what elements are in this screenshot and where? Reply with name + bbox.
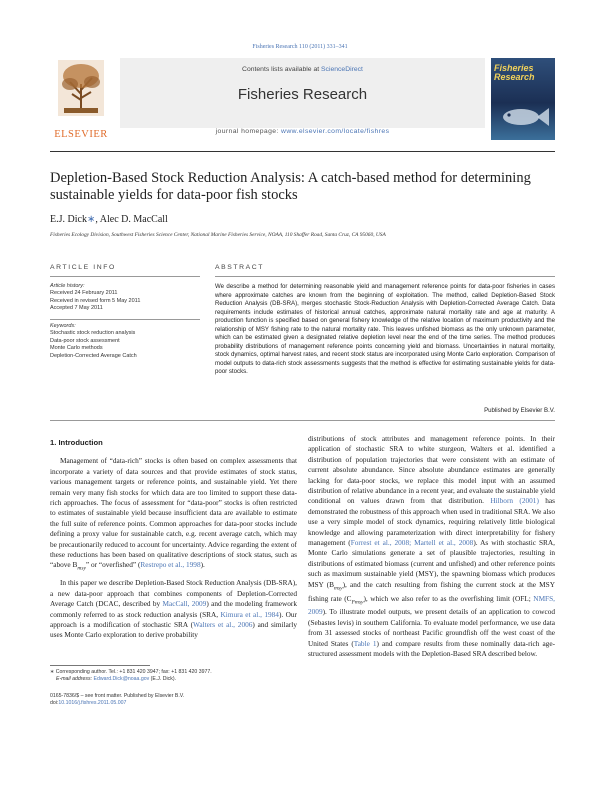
reference-link[interactable]: Table 1 xyxy=(353,638,377,648)
article-info-rule xyxy=(50,276,200,277)
paragraph-text: ). xyxy=(200,560,205,570)
cover-title: Fisheries Research xyxy=(494,63,535,82)
subscript: msy xyxy=(77,565,86,572)
author-separator: , xyxy=(95,214,100,225)
footnotes xyxy=(50,669,297,683)
homepage-link[interactable]: www.elsevier.com/locate/fishres xyxy=(281,128,390,135)
email-tail: (E.J. Dick). xyxy=(149,676,177,683)
paragraph-text: ), which we also refer to as the overfishing limit (OFL; xyxy=(363,593,534,603)
issn-line: 0165-7836/$ – see front matter. Published by Elsevier B.V. xyxy=(50,693,185,699)
journal-cover-image[interactable] xyxy=(491,58,555,140)
sciencedirect-link[interactable]: ScienceDirect xyxy=(321,66,363,73)
reference-link[interactable]: NMFS, 2009 xyxy=(308,593,555,617)
article-info-divider xyxy=(50,319,200,320)
reference-link[interactable]: Hilborn (2001) xyxy=(490,496,539,506)
journal-name: Fisheries Research xyxy=(237,86,368,103)
homepage-line xyxy=(120,128,485,140)
paragraph-text: distributions of stock attributes and management reference points. In their application of stochastic SRA to white sturgeon, Walters et al. identified a distribution of population trajectories that were consistent with an estimate of current absolute abundance. Since absolute abundance estimates are generally lacking for data-poor stocks, we replace this model input with an assumed distribution of relative abundance in a recent year, and evaluate the sustainable yield conditional on values drawn from that distribution. xyxy=(308,434,555,506)
intro-paragraph xyxy=(308,434,555,659)
intro-paragraph xyxy=(50,456,297,574)
abstract-text: We describe a method for determining reasonable yield and management reference points for data-poor fisheries in cases where approximate catches are known from the beginning of exploitation. The method, called Depletion-Based Stock Reduction Analysis (DB-SRA), merges stochastic Stock-Reduction Analysis with Depletion-Corrected Average Catch. Data requirements include estimates of historical annual catches, approximate natural mortality rate and age at maturity. A production function is specified based on general fishery knowledge of the relative location of maximum productivity and the relationship of MSY fishing rate to the natural mortality rate. This leaves unfished biomass as the only unknown parameter, which can be estimated given a designated relative depletion level near the end of the time series. The method produces probability distributions of management reference points concerning yield and biomass. Uncertainties in natural mortality, stock dynamics, optimal harvest rates, and recent stock status are incorporated using Monte Carlo exploration. Comparison of model outputs to data-rich stock assessments suggests that the method is effective for estimating sustainable yields for data-poor stocks. xyxy=(215,283,555,376)
reference-link[interactable]: Forrest et al., 2008; Martell et al., 2008 xyxy=(350,538,474,548)
masthead-rule xyxy=(50,151,555,152)
author-name[interactable]: Alec D. MacCall xyxy=(99,214,168,225)
intro-paragraph xyxy=(50,578,297,640)
keywords-heading: Keywords: xyxy=(50,323,76,329)
doi-line xyxy=(50,700,297,707)
keyword-item: Depletion-Corrected Average Catch xyxy=(50,352,137,359)
section-heading: 1. Introduction xyxy=(50,438,103,447)
published-by: Published by Elsevier B.V. xyxy=(484,407,555,414)
paragraph-text: ) and the modeling framework commonly referred to as stock reduction analysis (SRA, xyxy=(50,599,297,619)
reference-link[interactable]: Kimura et al., 1984 xyxy=(220,609,279,619)
contents-prefix: Contents lists available at xyxy=(242,66,322,73)
keywords xyxy=(50,323,200,360)
contents-line xyxy=(120,66,485,73)
corresponding-author-note: ∗ Corresponding author. Tel.: +1 831 420 3947; fax: +1 831 420 3977. xyxy=(50,669,212,675)
copyright-block xyxy=(50,693,297,707)
paragraph-text: has demonstrated the robustness of this approach when used in traditional SRA. We also use a very simple model of stock dynamics, requiring relatively little biological knowledge and allowing parameterization with direct interpretability for fishery management ( xyxy=(308,496,555,548)
right-column xyxy=(308,434,555,659)
abstract-rule xyxy=(215,276,555,277)
author-name[interactable]: E.J. Dick xyxy=(50,214,87,225)
history-item: Received in revised form 5 May 2011 xyxy=(50,297,141,304)
keyword-item: Data-poor stock assessment xyxy=(50,337,120,344)
affiliation: Fisheries Ecology Division, Southwest Fisheries Science Center, National Marine Fisheries Service, NOAA, 110 Shaffer Road, Santa Cruz, CA 95060, USA xyxy=(50,232,386,238)
article-history-heading: Article history: xyxy=(50,283,85,289)
keyword-item: Monte Carlo methods xyxy=(50,345,103,352)
history-item: Received 24 February 2011 xyxy=(50,290,118,297)
keyword-item: Stochastic stock reduction analysis xyxy=(50,330,136,337)
abstract-heading: ABSTRACT xyxy=(215,264,265,271)
reference-link[interactable]: MacCall, 2009 xyxy=(162,599,207,609)
email-link[interactable]: Edward.Dick@noaa.gov xyxy=(93,676,150,683)
paragraph-text: ). Our approach is a modification of stochastic SRA ( xyxy=(50,609,297,629)
reference-link[interactable]: Walters et al., 2006 xyxy=(193,619,253,629)
reference-link[interactable]: Restrepo et al., 1998 xyxy=(140,560,201,570)
subscript: msy xyxy=(334,585,343,592)
left-column xyxy=(50,438,297,641)
paragraph-text: In this paper we describe Depletion-Based Stock Reduction Analysis (DB-SRA), a new data-poor approach that combines components of Depletion-Corrected Average Catch (DCAC, described by xyxy=(50,578,297,609)
homepage-label: journal homepage: xyxy=(215,128,282,135)
subscript: Fmsy xyxy=(351,599,364,605)
paragraph-text: ). To illustrate model outputs, we present details of an application to cowcod (Sebastes levis) in southern California. To evaluate model performance, we use data from 31 assessed stocks of northeast Pacific groundfish off the west coast of the United States ( xyxy=(308,607,555,648)
article-title: Depletion-Based Stock Reduction Analysis: A catch-based method for determining sustainable yields for data-poor fish stocks xyxy=(50,170,531,203)
paragraph-text: ). As with stochastic SRA, Monte Carlo simulations generate a set of plausible trajectories, resulting in distributions of estimated biomass (current and unfished) and other reference points such as maximum sustainable yield (MSY), the spawning biomass which produces MSY (B xyxy=(308,538,555,589)
history-item: Accepted 7 May 2011 xyxy=(50,305,103,312)
email-note xyxy=(50,676,297,683)
paragraph-text: Management of “data-rich” stocks is often based on complex assessments that incorporate a variety of data sources and that provide estimates of stock status, various management targets or reference points, and sustainable yield. Yet there remain very many fish stocks for which data are too limited to support these data-rich approaches. The focus of assessment for “data-poor” stocks is often restricted to estimates of sustainable yield because insufficient data are available to estimate the full suite of reference points. Common approaches for data-poor stocks include defining a proxy value for sustainable catch, e.g. recent average catch, which may be precautionarily reduced to account for uncertainty. Advice regarding the extent of these reductions has been based on qualitative descriptions of stock status, such as “above B xyxy=(50,456,297,570)
footnote-rule xyxy=(50,665,150,666)
fish-icon xyxy=(497,100,549,134)
author-list xyxy=(50,214,168,225)
journal-banner xyxy=(120,58,485,128)
article-history xyxy=(50,283,200,313)
corresponding-author-mark[interactable]: ∗ xyxy=(86,214,96,225)
email-label: E-mail address: xyxy=(56,676,94,683)
front-matter-rule xyxy=(50,420,555,421)
article-info-heading: ARTICLE INFO xyxy=(50,264,116,271)
journal-masthead xyxy=(50,58,555,146)
citation-line[interactable]: Fisheries Research 110 (2011) 331–341 xyxy=(252,44,348,50)
paragraph-text: ) and similarly uses Monte Carlo exploration to derive probability xyxy=(50,619,297,640)
paragraph-text: ), and the catch resulting from fishing the current stock at the MSY fishing rate (C xyxy=(308,579,556,603)
doi-link[interactable]: 10.1016/j.fishres.2011.05.007 xyxy=(58,700,127,707)
doi-prefix: doi: xyxy=(50,700,59,707)
elsevier-wordmark: ELSEVIER xyxy=(54,129,108,140)
elsevier-logo[interactable] xyxy=(50,58,112,140)
elsevier-tree-icon xyxy=(58,60,104,116)
paragraph-text: ) and compare results from these nominally data-rich age-structured assessment models with the Depletion-Based SRA described below. xyxy=(308,638,555,659)
paragraph-text: ” or “overfished” ( xyxy=(85,560,141,570)
